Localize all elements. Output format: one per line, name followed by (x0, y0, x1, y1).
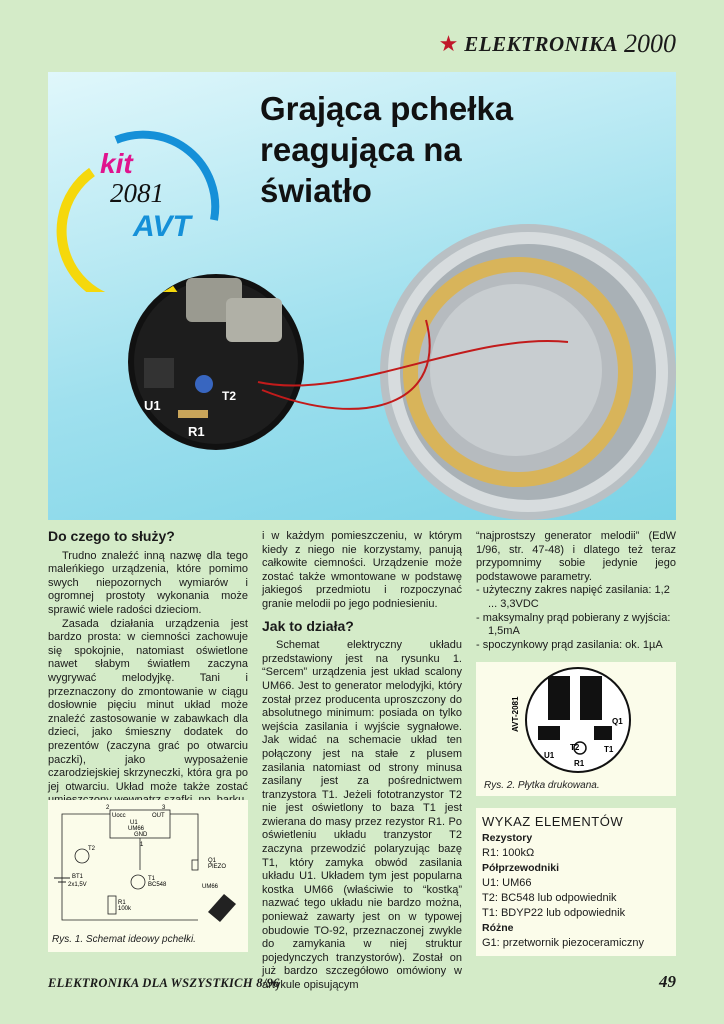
parts-category: Różne (482, 922, 514, 934)
paragraph: Zasada działania urządzenia jest bardzo prosta: w ciemności zachowuje się spokojnie, natomiast oświetlone nawet słabym światłem zaczyna wygrywać melodyjkę. Tani i przeznaczony do zmontowanie w ciągu dosłownie pięciu minut układ może znaleźć zastosowanie w zabawkach dla dzieci, jako śmieszny dodatek do prezentów (zaczyna grać po otwarciu paczki), jako wyposażenie czarodziejskiej skrzyneczki, która gra po jej otwarciu. Układ może także zostać (48, 617, 248, 793)
parts-category: Półprzewodniki (482, 862, 560, 874)
schematic-label: R1 (118, 900, 126, 906)
list-item: - maksymalny prąd pobierany z wyjścia: 1,5mA (476, 611, 671, 638)
title-line-3: światło (260, 172, 372, 209)
parts-category: Rezystory (482, 832, 533, 844)
kit-number: 2081 (110, 178, 164, 208)
schematic-label: T2 (88, 846, 96, 852)
schematic-label: UM66 (128, 826, 145, 832)
figure-schematic (48, 800, 248, 952)
figure-pcb (476, 662, 676, 796)
pcb-label: T2 (570, 743, 580, 752)
kit-label: kit (100, 148, 133, 179)
parts-item: U1: UM66 (482, 877, 532, 889)
schematic-label: Uocc (112, 813, 126, 819)
kit-brand: AVT (133, 210, 191, 243)
svg-text:T2: T2 (222, 389, 237, 403)
list-item: - spoczynkowy prąd zasilania: ok. 1µA (476, 638, 663, 651)
parts-item: G1: przetwornik piezoceramiczny (482, 937, 645, 949)
schematic-label: 100k (118, 906, 132, 912)
paragraph: Schemat elektryczny układu przedstawiony jest na rysunku 1. “Sercem” urządzenia jest układ scalony UM66. Jest to generator melodyjki, który został przez producenta uproszczony do absolutnego minimum: posiada on tylko wejścia zasilania i wyjście sygnałowe. Jak widać na schemacie układ ten połączony jest na stałe z plusem zasilania natomiast od strony minusa zasilany jest za pośrednictwem tranzystora T1. Jeżeli fototranzystor T2 nie jest oświetlony to baza T1 jest zwierana do masy przez rezystor R1. Po oświetleniu układu tranzystor T2 zaczyna przewodzić polaryzując bazę T1, który zamyka obwód zasilania układu U1. Układem tym jest popularna kostka UM66 (właściwie to “kostką” nazwać tego układu nie bardzo można, ponieważ zawarty jest on w typowej obudowie TO-92, przeznaczonej zwykle do zamykania w niej struktur pojedynczych tranzystorów). Został on już bardzo szczegółowo omówiony w artykule opisującym (262, 639, 462, 991)
schematic-label: 2 (106, 805, 110, 811)
schematic-label: Q1 (208, 858, 217, 864)
parameter-list (476, 584, 676, 652)
logo-year: 2000 (624, 29, 676, 58)
schematic-label: BT1 (72, 874, 84, 880)
magazine-logo (439, 28, 676, 60)
title-line-2: reagująca na (260, 131, 462, 168)
schematic-label: BC548 (148, 882, 167, 888)
parts-list (476, 808, 676, 956)
article-title (260, 88, 640, 211)
schematic-label: 3 (162, 805, 166, 811)
schematic-label: 1 (140, 842, 144, 848)
pcb-label: R1 (574, 759, 585, 768)
column-1 (48, 530, 248, 808)
figure-2-caption: Rys. 2. Płytka drukowana. (484, 780, 600, 791)
schematic-label: 2x1,5V (68, 882, 87, 888)
column-2 (262, 530, 462, 993)
column-3 (476, 530, 676, 652)
svg-text:U1: U1 (144, 398, 161, 413)
paragraph: Trudno znaleźć inną nazwę dla tego maleńkiego urządzenia, które pomimo swych niepozornych wymiarów i ogromnej prostoty wykonania może sprawić wiele radości dzieciom. (48, 549, 248, 616)
heading-purpose: Do czego to służy? (48, 528, 175, 544)
parts-item: T2: BC548 lub odpowiednik (482, 892, 617, 904)
schematic-label: OUT (152, 813, 165, 819)
pcb-label: AVT-2081 (511, 696, 520, 732)
parts-item: T1: BDYP22 lub odpowiednik (482, 907, 626, 919)
title-line-1: Grająca pchełka (260, 90, 514, 127)
paragraph: i w każdym pomieszczeniu, w którym kiedy z niego nie korzystamy, panują całkowite ciemności. Urządzenie może zostać także wmontowane w podstawę jakiegoś przedmiotu i rozpoczynać granie melodii po jego podniesieniu. (262, 530, 462, 610)
logo-brand: ELEKTRONIKA (464, 31, 618, 56)
page-number: 49 (659, 972, 676, 991)
schematic-label: U1 (130, 820, 138, 826)
schematic-label: UM66 (202, 884, 219, 890)
schematic-label: GND (134, 832, 148, 838)
pcb-label: Q1 (612, 717, 623, 726)
paragraph: “najprostszy generator melodii” (EdW 1/96, str. 47-48) i dlatego też teraz przypomnimy sobie jedynie jego podstawowe parametry. (476, 530, 676, 583)
parts-item: R1: 100kΩ (482, 847, 535, 859)
svg-text:R1: R1 (188, 424, 205, 439)
parts-title: WYKAZ ELEMENTÓW (482, 814, 624, 829)
star-icon: ★ (438, 31, 459, 57)
list-item: - użyteczny zakres napięć zasilania: 1,2 ... 3,3VDC (476, 584, 670, 610)
pcb-label: U1 (544, 751, 555, 760)
pcb-label: T1 (604, 745, 614, 754)
footer-magazine: ELEKTRONIKA DLA WSZYSTKICH 8/96 (48, 976, 280, 990)
hero-photo-panel (48, 72, 676, 520)
heading-how-it-works: Jak to działa? (262, 617, 354, 634)
schematic-label: PIEZO (208, 864, 227, 870)
schematic-label: T1 (148, 876, 156, 882)
figure-1-caption: Rys. 1. Schemat ideowy pchełki. (52, 934, 196, 945)
